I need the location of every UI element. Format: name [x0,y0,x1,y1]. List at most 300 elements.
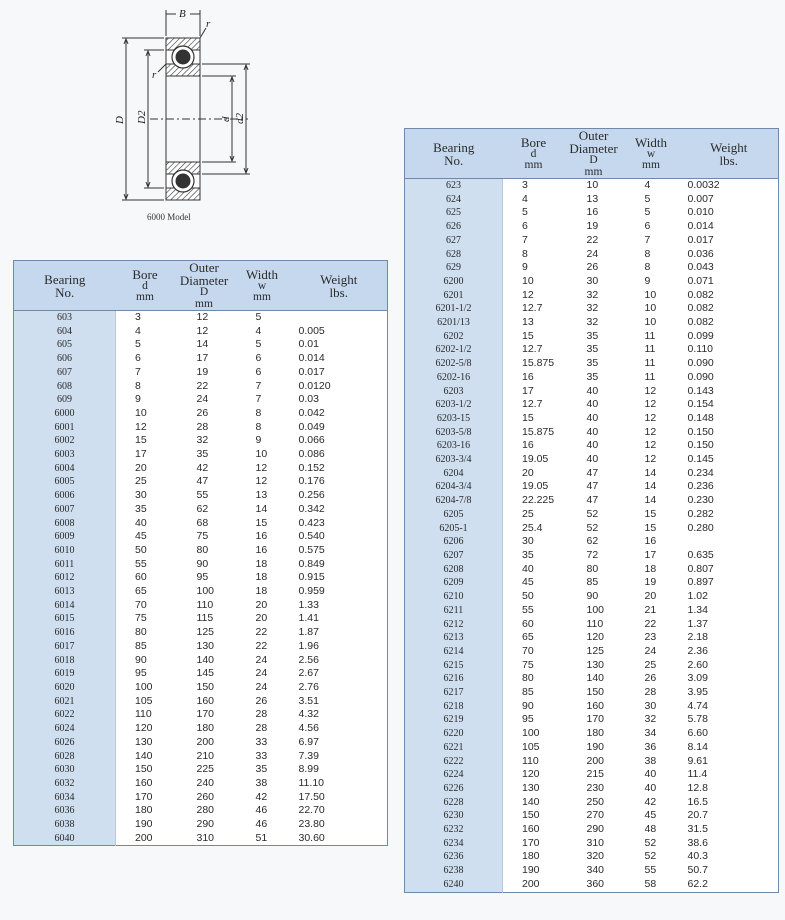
cell-width: 5 [644,206,651,219]
cell-width: 5 [255,311,262,323]
table-row [14,311,388,325]
cell-outer-diameter: 80 [196,543,209,556]
cell-bearing-no: 6013 [14,585,116,599]
cell-bore: 5 [135,338,141,351]
header-bore: Bore d mm [503,129,565,179]
cell-width: 32 [644,713,657,726]
cell-weight: 2.36 [687,644,708,657]
cell-weight: 0.150 [687,425,714,438]
header-outer-diameter: Outer Diameter D mm [175,261,234,311]
cell-outer-diameter: 260 [196,790,215,803]
cell-outer-diameter: 90 [196,557,209,570]
cell-weight: 30.60 [298,831,325,844]
cell-width: 10 [644,288,657,301]
cell-bore: 17 [135,448,147,461]
table-row [405,206,779,220]
cell-width: 10 [644,302,657,315]
cell-width: 15 [255,516,268,529]
cell-outer-diameter: 19 [196,365,209,378]
table-row [405,549,779,563]
table-row [14,421,388,435]
dim-label-r-left: r [152,69,157,81]
table-row [14,558,388,572]
cell-bore: 150 [135,763,153,776]
cell-outer-diameter: 35 [586,329,599,342]
table-row [14,475,388,489]
cell-width: 21 [644,603,657,616]
cell-bearing-no: 6236 [405,850,503,864]
header-weight: Weight lbs. [291,261,388,311]
cell-bore: 120 [135,722,153,735]
cell-bore: 12.7 [522,302,543,315]
cell-bore: 15.875 [522,357,555,370]
cell-bearing-no: 6017 [14,640,116,654]
cell-outer-diameter: 12 [196,324,209,337]
table-row [405,796,779,810]
cell-bore: 50 [135,543,147,556]
cell-width: 14 [644,494,657,507]
cell-bearing-no: 6001 [14,421,116,435]
cell-bearing-no: 6201-1/2 [405,302,503,316]
cell-outer-diameter: 28 [196,420,209,433]
cell-weight: 0.082 [687,316,714,329]
cell-weight: 6.97 [298,735,319,748]
cell-width: 16 [255,543,268,556]
cell-bore: 19.05 [522,453,549,466]
cell-bore: 20 [135,461,147,474]
cell-width: 19 [644,576,657,589]
cell-outer-diameter: 17 [196,352,209,365]
cell-weight: 62.2 [687,877,708,890]
cell-bearing-no: 6212 [405,618,503,632]
cell-width: 34 [644,727,657,740]
cell-bore: 140 [135,749,153,762]
cell-outer-diameter: 150 [586,686,605,699]
cell-outer-diameter: 40 [586,425,599,438]
cell-width: 40 [644,781,657,794]
table-row [405,302,779,316]
table-row [14,791,388,805]
table-row [405,371,779,385]
cell-bore: 50 [522,590,534,603]
cell-weight: 0.010 [687,206,714,219]
cell-weight: 0.236 [687,480,714,493]
cell-width: 7 [255,379,262,392]
cell-width: 8 [644,261,651,274]
cell-outer-diameter: 40 [586,439,599,452]
cell-weight: 50.7 [687,864,708,877]
cell-weight: 31.5 [687,823,708,836]
cell-outer-diameter: 55 [196,489,209,502]
cell-bearing-no: 6006 [14,489,116,503]
cell-weight: 1.96 [298,639,319,652]
cell-outer-diameter: 360 [586,877,605,890]
cell-bearing-no: 6008 [14,517,116,531]
cell-outer-diameter: 62 [586,535,599,548]
cell-outer-diameter: 310 [196,831,215,844]
table-row [14,599,388,613]
table-row [14,352,388,366]
table-row [405,837,779,851]
cell-outer-diameter: 215 [586,768,605,781]
bearing-table-60-series [13,260,388,846]
cell-bearing-no: 6214 [405,645,503,659]
table-row [405,261,779,275]
cell-bore: 85 [135,639,147,652]
cell-weight: 0.043 [687,261,714,274]
cell-bearing-no: 6216 [405,672,503,686]
cell-weight: 8.14 [687,740,708,753]
table-row [14,585,388,599]
cell-bore: 60 [135,571,147,584]
cell-width: 24 [255,653,268,666]
cell-width: 24 [255,680,268,693]
table-row [14,393,388,407]
cell-weight: 1.87 [298,626,319,639]
cell-outer-diameter: 240 [196,776,215,789]
cell-bore: 75 [522,658,534,671]
cell-bearing-no: 605 [14,338,116,352]
table-row [405,700,779,714]
cell-bore: 3 [135,311,141,323]
cell-weight: 20.7 [687,809,708,822]
cell-bore: 17 [522,384,534,397]
cell-weight: 40.3 [687,850,708,863]
cell-weight: 11.4 [687,768,708,781]
cell-weight: 0.042 [298,406,325,419]
table-row [405,398,779,412]
table-row [14,571,388,585]
cell-outer-diameter: 52 [586,521,599,534]
cell-weight: 1.34 [687,603,708,616]
cell-weight: 0.280 [687,521,714,534]
cell-outer-diameter: 90 [586,590,599,603]
cell-bore: 80 [135,626,147,639]
cell-bearing-no: 6202-5/8 [405,357,503,371]
cell-width: 7 [644,233,651,246]
cell-weight [291,311,388,325]
cell-weight: 8.99 [298,763,319,776]
cell-bore: 70 [522,644,534,657]
cell-bearing-no: 6000 [14,407,116,421]
header-bore: Bore d mm [116,261,175,311]
table-body [405,179,779,893]
header-width: Width w mm [623,129,680,179]
cell-bearing-no: 627 [405,234,503,248]
cell-width: 23 [644,631,657,644]
cell-bearing-no: 608 [14,380,116,394]
cell-outer-diameter: 62 [196,502,209,515]
table-row [14,763,388,777]
cell-bearing-no: 6217 [405,686,503,700]
cell-bore: 130 [522,781,540,794]
cell-bearing-no: 6032 [14,777,116,791]
cell-bore: 25 [522,507,534,520]
cell-outer-diameter: 125 [196,626,215,639]
cell-outer-diameter: 72 [586,548,599,561]
cell-weight: 0.007 [687,192,714,205]
cell-weight: 3.51 [298,694,319,707]
cell-weight: 0.230 [687,494,714,507]
cell-weight: 2.60 [687,658,708,671]
cell-width: 11 [644,357,656,370]
header-bearing-no: Bearing No. [405,129,503,179]
cell-width: 38 [644,754,657,767]
table-row [14,612,388,626]
bearing-table-62-series [404,128,779,893]
cell-bearing-no: 6019 [14,667,116,681]
cell-width: 36 [644,740,657,753]
cell-bore: 90 [522,699,534,712]
cell-bearing-no: 623 [405,179,503,193]
cell-bearing-no: 6010 [14,544,116,558]
cell-width: 16 [644,535,657,548]
cell-weight: 23.80 [298,818,325,831]
table-row [14,708,388,722]
cell-weight: 22.70 [298,804,325,817]
cell-outer-diameter: 35 [586,343,599,356]
cell-bearing-no: 6208 [405,563,503,577]
cell-bore: 12.7 [522,398,543,411]
cell-bore: 16 [522,439,534,452]
table-row [405,618,779,632]
cell-bearing-no: 6020 [14,681,116,695]
cell-bearing-no: 6205-1 [405,522,503,536]
cell-width: 58 [644,877,657,890]
cell-outer-diameter: 85 [586,576,599,589]
cell-weight: 0.082 [687,288,714,301]
cell-outer-diameter: 340 [586,864,605,877]
cell-weight: 0.176 [298,475,325,488]
cell-bearing-no: 6011 [14,558,116,572]
cell-bearing-no: 6005 [14,475,116,489]
cell-outer-diameter: 24 [586,247,599,260]
cell-weight: 0.049 [298,420,325,433]
cell-bore: 6 [135,352,141,365]
table-row [14,462,388,476]
cell-outer-diameter: 280 [196,804,215,817]
cell-bore: 95 [522,713,534,726]
cell-bore: 120 [522,768,540,781]
table-row [14,681,388,695]
cell-outer-diameter: 26 [586,261,599,274]
cell-outer-diameter: 47 [586,480,599,493]
cell-width: 28 [255,708,268,721]
cell-bearing-no: 6202-1/2 [405,343,503,357]
cell-outer-diameter: 24 [196,393,209,406]
cell-bearing-no: 6228 [405,796,503,810]
cell-outer-diameter: 150 [196,680,215,693]
cell-bore: 7 [522,233,528,246]
table-row [14,818,388,832]
dim-label-r-top: r [206,18,211,30]
cell-bore: 6 [522,220,528,233]
cell-weight: 0.154 [687,398,714,411]
cell-weight: 0.959 [298,585,325,598]
cell-bearing-no: 6210 [405,590,503,604]
cell-weight: 17.50 [298,790,325,803]
table-row [405,179,779,193]
cell-bearing-no: 603 [14,311,116,325]
table-row [405,316,779,330]
cell-bearing-no: 6016 [14,626,116,640]
cell-bore: 12 [522,288,534,301]
cell-weight: 0.086 [298,448,325,461]
table-row [405,631,779,645]
cell-weight: 1.41 [298,612,319,625]
cell-bearing-no: 6201 [405,289,503,303]
table-row [405,727,779,741]
cell-bearing-no: 6232 [405,823,503,837]
table-row [405,220,779,234]
cell-bore: 7 [135,365,141,378]
cell-width: 6 [255,365,262,378]
cell-bore: 15 [522,329,534,342]
cell-weight: 38.6 [687,836,708,849]
cell-outer-diameter: 13 [586,192,599,205]
cell-bearing-no: 6201/13 [405,316,503,330]
cell-width: 20 [255,612,268,625]
cell-bearing-no: 6202-16 [405,371,503,385]
cell-bore: 170 [135,790,153,803]
cell-bore: 55 [522,603,534,616]
cell-bearing-no: 6018 [14,654,116,668]
cell-width: 25 [644,658,657,671]
cell-bore: 3 [522,179,528,191]
cell-bore: 15 [522,411,534,424]
cell-width: 48 [644,823,657,836]
cell-width: 52 [644,850,657,863]
table-header-row [405,129,779,179]
table-body [14,311,388,846]
cell-bore: 80 [522,672,534,685]
cell-weight: 2.67 [298,667,319,680]
cell-bearing-no: 6028 [14,750,116,764]
cell-weight: 4.32 [298,708,319,721]
cell-bore: 75 [135,612,147,625]
table-row [405,467,779,481]
cell-weight: 0.234 [687,466,714,479]
cell-outer-diameter: 16 [586,206,599,219]
cell-width: 15 [644,507,657,520]
cell-weight: 0.066 [298,434,325,447]
cell-width: 15 [644,521,657,534]
cell-width: 12 [644,384,657,397]
table-row [405,741,779,755]
table-row [405,357,779,371]
cell-weight: 0.915 [298,571,325,584]
table-row [405,755,779,769]
table-row [405,713,779,727]
cell-outer-diameter: 10 [586,179,599,191]
table-row [405,686,779,700]
cell-outer-diameter: 200 [586,754,605,767]
cell-width: 10 [255,448,268,461]
table-row [14,489,388,503]
cell-bore: 60 [522,617,534,630]
cell-weight: 2.76 [298,680,319,693]
cell-bore: 30 [135,489,147,502]
cell-bearing-no: 6218 [405,700,503,714]
cell-width: 24 [644,644,657,657]
cell-weight: 0.152 [298,461,325,474]
cell-outer-diameter: 125 [586,644,605,657]
cell-bore: 30 [522,535,534,548]
cell-weight: 0.540 [298,530,325,543]
cell-bore: 190 [135,818,153,831]
table-row [14,544,388,558]
cell-bearing-no: 6038 [14,818,116,832]
dim-label-d-bore: d [220,116,232,122]
table-row [405,385,779,399]
cell-outer-diameter: 80 [586,562,599,575]
cell-width: 35 [255,763,268,776]
cell-weight: 0.014 [298,352,325,365]
cell-weight: 0.090 [687,357,714,370]
table-row [405,645,779,659]
cell-bearing-no: 6012 [14,571,116,585]
cell-weight: 0.575 [298,543,325,556]
cell-bearing-no: 6221 [405,741,503,755]
cell-bore: 100 [135,680,153,693]
cell-width: 26 [644,672,657,685]
cell-weight: 9.61 [687,754,708,767]
table-row [405,768,779,782]
cell-weight: 0.017 [298,365,325,378]
table-row [405,508,779,522]
cell-width: 8 [644,247,651,260]
cell-bore: 10 [522,274,534,287]
cell-width: 22 [255,639,268,652]
table-row [14,338,388,352]
cell-bore: 70 [135,598,147,611]
cell-outer-diameter: 200 [196,735,215,748]
cell-width: 46 [255,804,268,817]
cell-width: 11 [644,370,656,383]
cell-width: 26 [255,694,268,707]
cell-bearing-no: 607 [14,366,116,380]
cell-bore: 85 [522,686,534,699]
cell-weight: 2.18 [687,631,708,644]
cell-bore: 180 [135,804,153,817]
header-bearing-no: Bearing No. [14,261,116,311]
cell-width: 28 [644,686,657,699]
cell-bearing-no: 6036 [14,804,116,818]
dim-label-d2-outer: D2 [136,110,148,124]
cell-width: 14 [255,502,268,515]
table-row [405,494,779,508]
cell-bore: 110 [135,708,152,721]
cell-weight: 0.005 [298,324,325,337]
cell-bearing-no: 6203 [405,385,503,399]
cell-bearing-no: 6204-7/8 [405,494,503,508]
cell-bore: 100 [522,727,540,740]
table-row [14,736,388,750]
cell-bore: 10 [135,406,147,419]
cell-width: 30 [644,699,657,712]
cell-bore: 4 [135,324,141,337]
dim-label-d-outer: D [114,116,126,124]
table-row [14,530,388,544]
cell-weight: 0.849 [298,557,325,570]
cell-bearing-no: 6024 [14,722,116,736]
table-row [14,654,388,668]
cell-bore: 105 [135,694,153,707]
cell-width: 6 [644,220,651,233]
cell-weight: 0.017 [687,233,714,246]
cell-outer-diameter: 100 [586,603,605,616]
cell-outer-diameter: 110 [196,598,214,611]
